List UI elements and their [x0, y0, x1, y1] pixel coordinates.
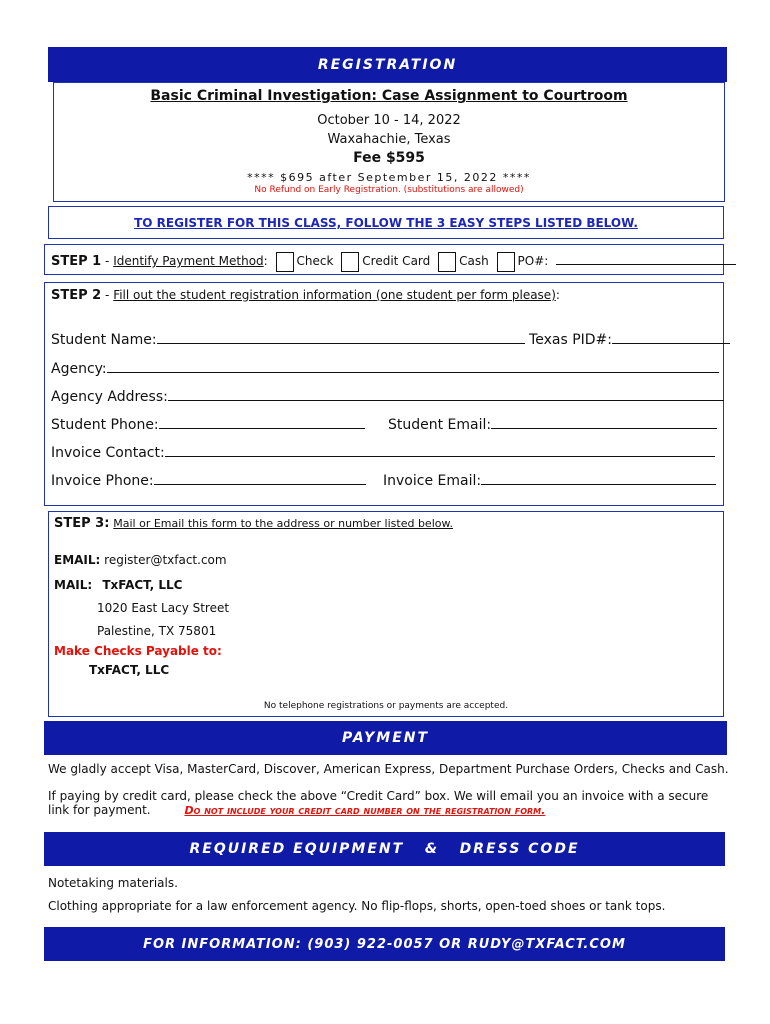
checks-payee: TxFACT, LLC	[89, 663, 170, 677]
payment-header	[44, 721, 727, 755]
instructions-text: TO REGISTER FOR THIS CLASS, FOLLOW THE 3 EASY STEPS LISTED BELOW.	[134, 216, 638, 230]
po-number-field[interactable]	[556, 250, 736, 265]
step2-box	[44, 282, 724, 506]
credit-card-checkbox[interactable]	[341, 252, 359, 272]
step2-heading	[51, 288, 560, 303]
course-dates: October 10 - 14, 2022	[317, 113, 461, 128]
email-row	[54, 553, 227, 567]
student-name-row	[51, 329, 730, 348]
step2-dash: -	[101, 288, 114, 302]
student-email-input[interactable]	[491, 414, 717, 429]
agency-address-label: Agency Address:	[51, 389, 168, 405]
step2-label: STEP 2	[51, 288, 102, 303]
payment-warning: Do not include your credit card number on the registration form.	[184, 804, 546, 817]
step1-label: STEP 1	[51, 254, 102, 269]
step3-label: STEP 3:	[54, 516, 110, 531]
step1-text: Identify Payment Method	[113, 254, 264, 268]
mail-name: TxFACT, LLC	[102, 578, 183, 592]
info-footer	[44, 927, 725, 961]
texas-pid-input[interactable]	[612, 329, 730, 344]
course-location: Waxahachie, Texas	[327, 132, 451, 147]
step3-text: Mail or Email this form to the address or number listed below.	[113, 517, 453, 530]
student-email-label: Student Email:	[388, 417, 492, 433]
invoice-email-label: Invoice Email:	[383, 473, 482, 489]
info-footer-text: FOR INFORMATION: (903) 922-0057 OR RUDY@TXFACT.COM	[143, 936, 626, 952]
po-label: PO#:	[517, 254, 549, 268]
course-info-box	[53, 82, 725, 202]
agency-label: Agency:	[51, 361, 107, 377]
student-email-row	[388, 414, 717, 433]
student-phone-label: Student Phone:	[51, 417, 159, 433]
payment-header-text: PAYMENT	[341, 730, 430, 746]
credit-card-label: Credit Card	[362, 254, 431, 268]
equipment-header-text: REQUIRED EQUIPMENT & DRESS CODE	[189, 841, 580, 857]
checks-payable-label: Make Checks Payable to:	[54, 644, 222, 658]
email-address[interactable]: register@txfact.com	[104, 553, 227, 567]
student-name-label: Student Name:	[51, 332, 157, 348]
step3-heading	[54, 516, 453, 531]
invoice-email-input[interactable]	[481, 470, 716, 485]
agency-address-row	[51, 386, 724, 405]
agency-address-input[interactable]	[168, 386, 724, 401]
step2-text: Fill out the student registration information (one student per form please)	[113, 288, 556, 302]
po-checkbox[interactable]	[497, 252, 515, 272]
agency-input[interactable]	[107, 358, 719, 373]
step1-colon: :	[263, 254, 268, 268]
mail-row	[54, 578, 182, 592]
texas-pid-label: Texas PID#:	[529, 332, 612, 348]
registration-header	[48, 47, 727, 82]
registration-header-text: REGISTRATION	[317, 56, 458, 73]
late-fee: **** $695 after September 15, 2022 ****	[247, 171, 531, 184]
payment-cc-line1: If paying by credit card, please check the above “Credit Card” box. We will email you an invoice with a secure	[48, 789, 709, 803]
cash-checkbox[interactable]	[438, 252, 456, 272]
cash-label: Cash	[459, 254, 489, 268]
check-checkbox[interactable]	[276, 252, 294, 272]
course-fee: Fee $595	[353, 150, 425, 166]
course-title: Basic Criminal Investigation: Case Assignment to Courtroom	[150, 88, 628, 104]
step2-colon: :	[555, 288, 560, 302]
check-label: Check	[296, 254, 334, 268]
no-phone-note: No telephone registrations or payments are accepted.	[263, 701, 509, 711]
instructions-box	[48, 206, 724, 239]
refund-note: No Refund on Early Registration. (substitutions are allowed)	[254, 185, 524, 195]
equipment-item1: Notetaking materials.	[48, 876, 178, 890]
step1-box	[44, 244, 724, 275]
student-phone-input[interactable]	[159, 414, 365, 429]
invoice-phone-label: Invoice Phone:	[51, 473, 154, 489]
invoice-email-row	[383, 470, 716, 489]
invoice-contact-label: Invoice Contact:	[51, 445, 165, 461]
student-phone-row	[51, 414, 365, 433]
step3-box	[48, 511, 724, 717]
mail-city: Palestine, TX 75801	[97, 624, 217, 638]
invoice-phone-input[interactable]	[154, 470, 366, 485]
equipment-item2: Clothing appropriate for a law enforcement agency. No flip-flops, shorts, open-toed shoes or tank tops.	[48, 899, 666, 913]
payment-cc-row2	[48, 803, 545, 817]
student-name-input[interactable]	[157, 329, 525, 344]
mail-label: MAIL:	[54, 578, 93, 592]
invoice-contact-input[interactable]	[165, 442, 715, 457]
agency-row	[51, 358, 719, 377]
payment-cc-line2: link for payment.	[48, 803, 151, 817]
payment-accepted: We gladly accept Visa, MasterCard, Discover, American Express, Department Purchase Orders, Checks and Cash.	[48, 762, 729, 776]
mail-street: 1020 East Lacy Street	[97, 601, 230, 615]
invoice-contact-row	[51, 442, 715, 461]
equipment-header	[44, 832, 725, 866]
email-label: EMAIL:	[54, 553, 101, 567]
step1-dash: -	[101, 254, 114, 268]
invoice-phone-row	[51, 470, 366, 489]
step1-row	[51, 250, 736, 272]
